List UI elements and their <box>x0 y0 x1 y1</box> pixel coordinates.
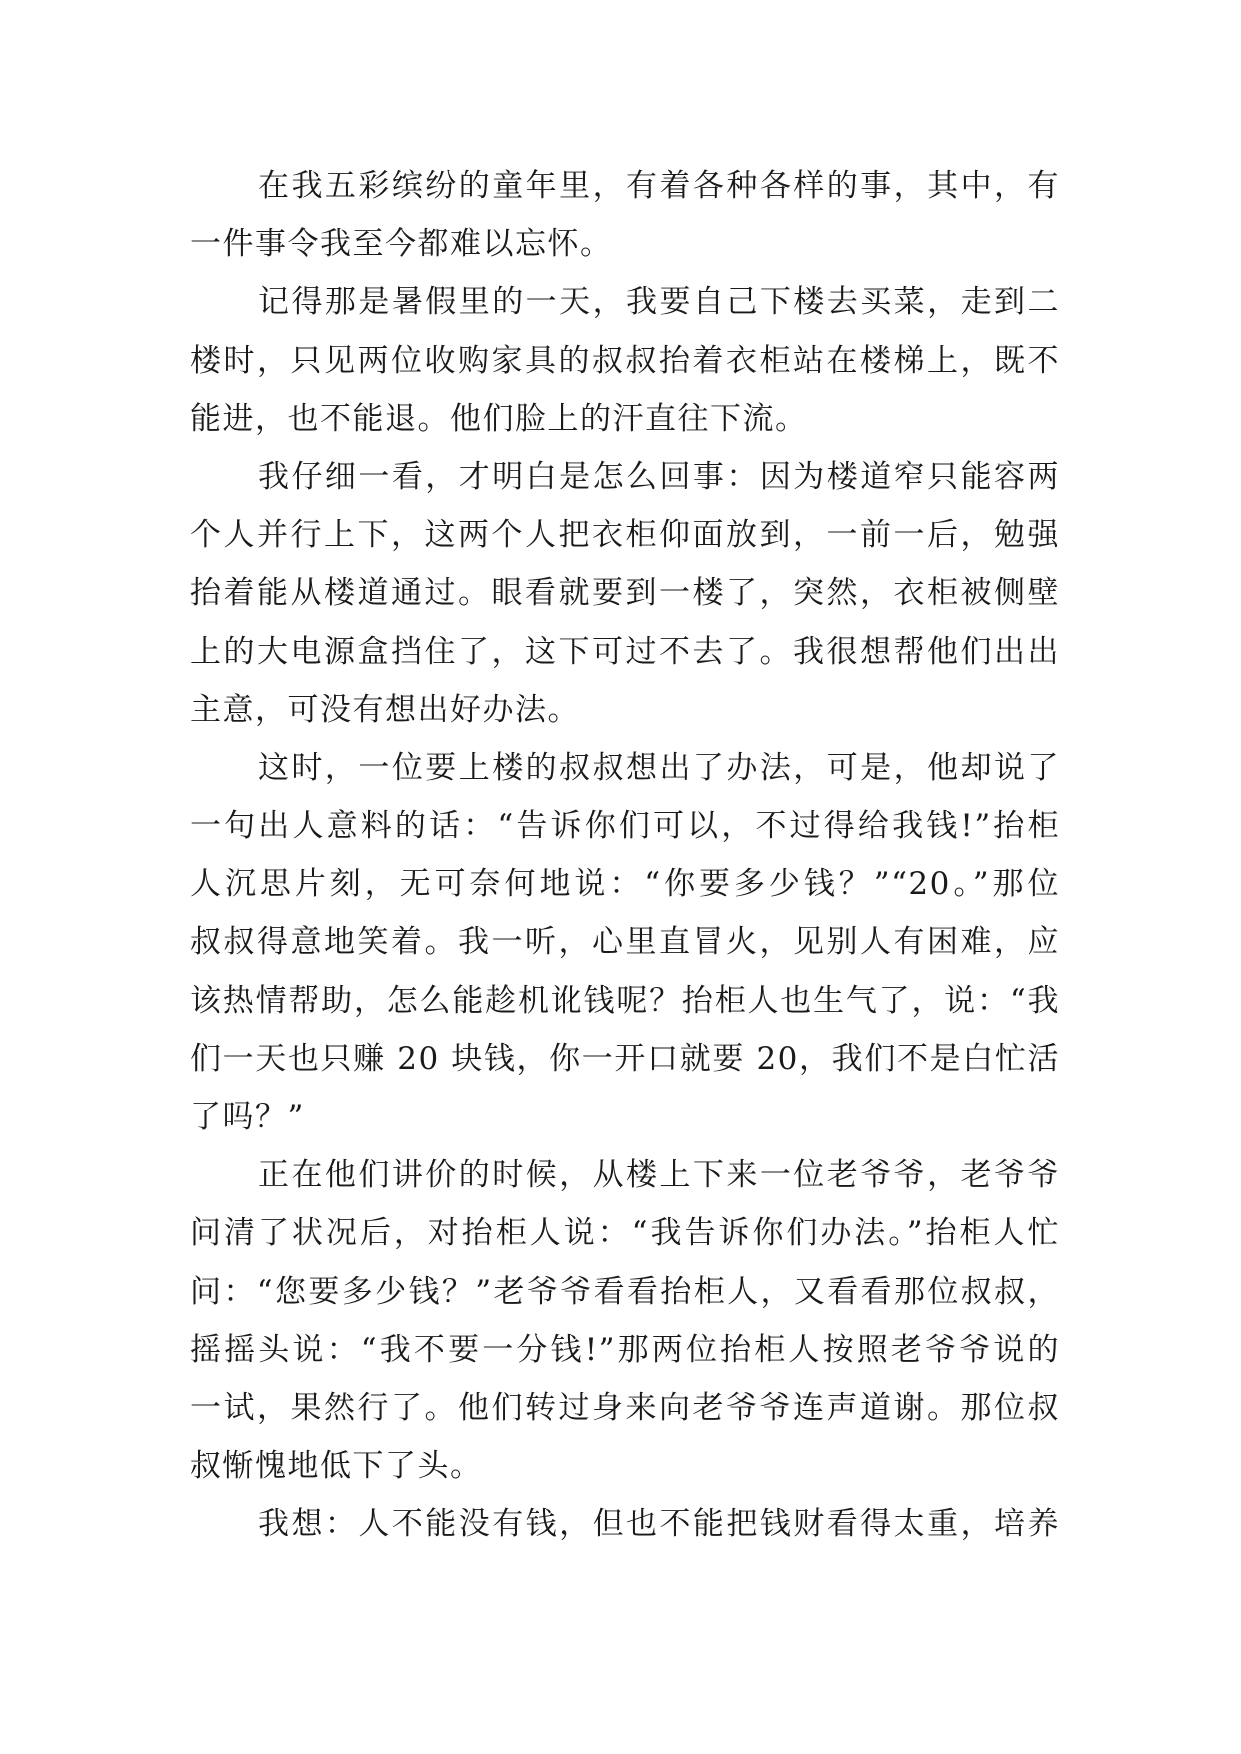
paragraph-first-line: 正在他们讲价的时候，从楼上下来一位老爷爷，老爷爷 <box>258 1157 1060 1194</box>
text-line: 一句出人意料的话：“告诉你们可以，不过得给我钱!”抬柜 <box>190 808 1060 845</box>
text-line: 们一天也只赚 20 块钱，你一开口就要 20，我们不是白忙活 <box>190 1040 1060 1077</box>
paragraph-first-line: 这时，一位要上楼的叔叔想出了办法，可是，他却说了 <box>258 749 1060 786</box>
paragraph-first-line: 我想：人不能没有钱，但也不能把钱财看得太重，培养 <box>258 1506 1060 1543</box>
body-text <box>190 157 1060 1554</box>
text-line: 问清了状况后，对抬柜人说：“我告诉你们办法。”抬柜人忙 <box>190 1215 1060 1252</box>
text-line: 一件事令我至今都难以忘怀。 <box>190 226 613 263</box>
text-line: 叔叔得意地笑着。我一听，心里直冒火，见别人有困难，应 <box>190 924 1060 961</box>
text-line: 问：“您要多少钱？”老爷爷看看抬柜人，又看看那位叔叔， <box>190 1273 1060 1310</box>
text-line: 抬着能从楼道通过。眼看就要到一楼了，突然，衣柜被侧壁 <box>190 575 1060 612</box>
text-line: 上的大电源盒挡住了，这下可过不去了。我很想帮他们出出 <box>190 633 1060 670</box>
text-line: 一试，果然行了。他们转过身来向老爷爷连声道谢。那位叔 <box>190 1389 1060 1426</box>
text-line: 个人并行上下，这两个人把衣柜仰面放到，一前一后，勉强 <box>190 517 1060 554</box>
text-line: 摇摇头说：“我不要一分钱!”那两位抬柜人按照老爷爷说的 <box>190 1331 1060 1368</box>
paragraph-first-line: 我仔细一看，才明白是怎么回事：因为楼道窄只能容两 <box>258 458 1060 495</box>
text-line: 该热情帮助，怎么能趁机讹钱呢？抬柜人也生气了，说：“我 <box>190 982 1060 1019</box>
text-line: 主意，可没有想出好办法。 <box>190 691 580 728</box>
text-line: 楼时，只见两位收购家具的叔叔抬着衣柜站在楼梯上，既不 <box>190 342 1060 379</box>
text-line: 了吗？” <box>190 1099 305 1135</box>
text-line: 能进，也不能退。他们脸上的汗直往下流。 <box>190 400 808 437</box>
paragraph-first-line: 记得那是暑假里的一天，我要自己下楼去买菜，走到二 <box>258 284 1060 321</box>
text-line: 人沉思片刻，无可奈何地说：“你要多少钱？”“20。”那位 <box>190 866 1060 903</box>
paragraph-first-line: 在我五彩缤纷的童年里，有着各种各样的事，其中，有 <box>258 168 1060 204</box>
text-line: 叔惭愧地低下了头。 <box>190 1448 483 1485</box>
